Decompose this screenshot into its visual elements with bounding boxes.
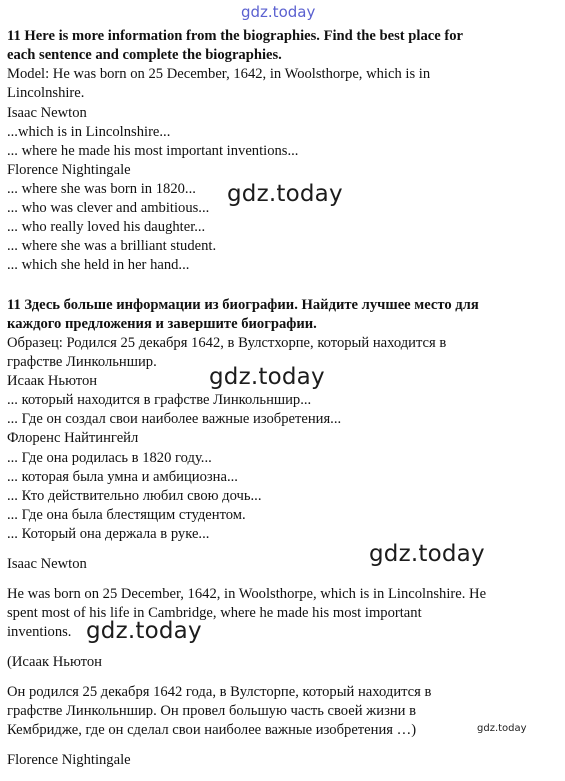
english-heading-line-2: each sentence and complete the biographies.: [7, 47, 282, 63]
answer-newton-text-en-line: He was born on 25 December, 1642, in Woolsthorpe, which is in Lincolnshire. He: [7, 586, 487, 602]
english-nightingale-item: ... who really loved his daughter...: [7, 219, 206, 235]
watermark-1: gdz.today: [227, 181, 343, 207]
russian-heading-line-2: каждого предложения и завершите биографии.: [7, 316, 317, 332]
russian-model-line-1: Образец: Родился 25 декабря 1642, в Вулстхорпе, который находится в: [7, 335, 447, 351]
russian-newton-item: ... который находится в графстве Линкольншир...: [7, 392, 312, 408]
english-nightingale-item: ... who was clever and ambitious...: [7, 200, 210, 216]
english-nightingale-item: ... where she was born in 1820...: [7, 181, 196, 197]
answer-newton-text-ru-line: графстве Линкольншир. Он провел большую часть своей жизни в: [7, 703, 417, 719]
russian-heading-line-1: 11 Здесь больше информации из биографии. Найдите лучшее место для: [7, 297, 479, 313]
answer-newton-title-ru: (Исаак Ньютон: [7, 654, 102, 670]
answer-newton-text-en-line: spent most of his life in Cambridge, where he made his most important: [7, 605, 422, 621]
answer-newton-text-ru-line: Кембридже, где он сделал свои наиболее важные изобретения …): [7, 722, 417, 738]
russian-nightingale-item: ... Кто действительно любил свою дочь...: [7, 488, 262, 504]
english-newton-item: ...which is in Lincolnshire...: [7, 124, 171, 140]
english-model-line-1: Model: He was born on 25 December, 1642, in Woolsthorpe, which is in: [7, 66, 431, 82]
watermark-4: gdz.today: [86, 618, 202, 644]
english-model-line-2: Lincolnshire.: [7, 85, 85, 101]
answer-newton-text-en-line: inventions.: [7, 624, 72, 640]
english-heading-line-1: 11 Here is more information from the biographies. Find the best place for: [7, 28, 464, 44]
answer-newton-text-ru-line: Он родился 25 декабря 1642 года, в Вулсторпе, который находится в: [7, 684, 432, 700]
english-newton-title: Isaac Newton: [7, 105, 87, 121]
russian-nightingale-item: ... Который она держала в руке...: [7, 526, 210, 542]
watermark-top: gdz.today: [241, 3, 316, 21]
russian-nightingale-item: ... которая была умна и амбициозна...: [7, 469, 238, 485]
russian-nightingale-item: ... Где она была блестящим студентом.: [7, 507, 246, 523]
english-nightingale-item: ... which she held in her hand...: [7, 257, 190, 273]
russian-model-line-2: графстве Линкольншир.: [7, 354, 157, 370]
english-nightingale-title: Florence Nightingale: [7, 162, 131, 178]
russian-nightingale-title: Флоренс Найтингейл: [7, 430, 139, 446]
english-newton-item: ... where he made his most important inventions...: [7, 143, 299, 159]
russian-newton-title: Исаак Ньютон: [7, 373, 98, 389]
answer-newton-title-en: Isaac Newton: [7, 556, 87, 572]
russian-newton-item: ... Где он создал свои наиболее важные изобретения...: [7, 411, 342, 427]
english-nightingale-item: ... where she was a brilliant student.: [7, 238, 217, 254]
watermark-3: gdz.today: [369, 541, 485, 567]
russian-nightingale-item: ... Где она родилась в 1820 году...: [7, 450, 212, 466]
answer-nightingale-title-en: Florence Nightingale: [7, 752, 131, 768]
watermark-5: gdz.today: [477, 723, 527, 734]
watermark-2: gdz.today: [209, 364, 325, 390]
